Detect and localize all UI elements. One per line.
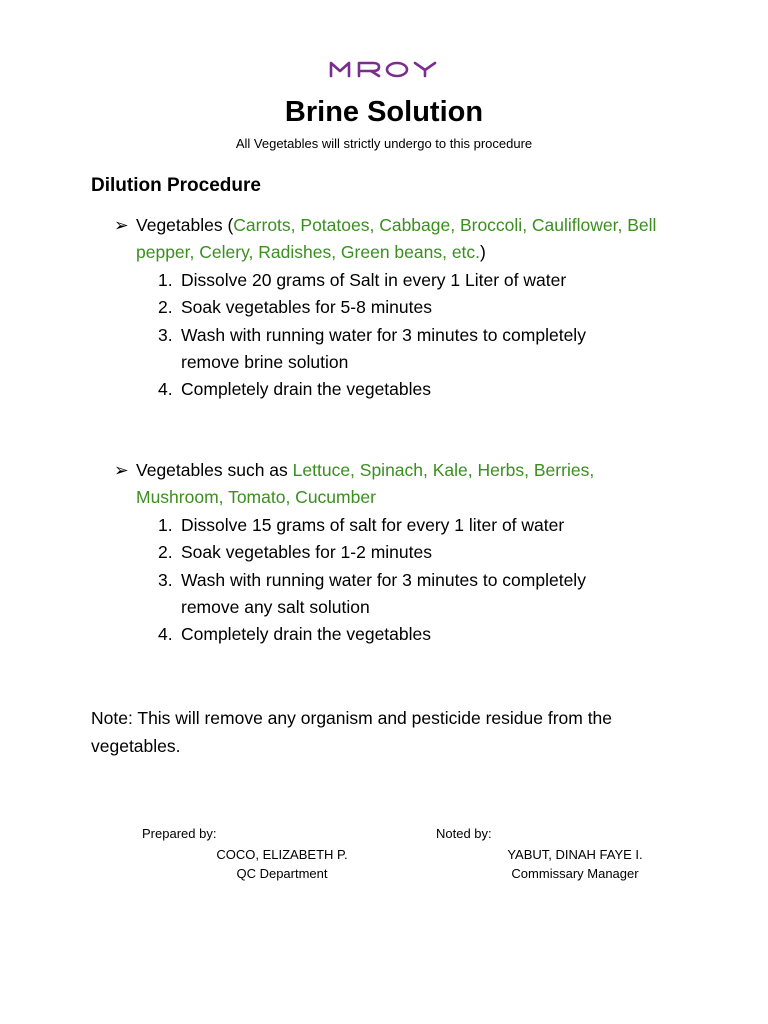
prepared-by-name: COCO, ELIZABETH P. xyxy=(216,847,348,862)
step-text: Soak vegetables for 1-2 minutes xyxy=(181,542,432,563)
prepared-by-role: QC Department xyxy=(236,866,328,881)
mroy-logo-icon xyxy=(329,58,439,80)
step-text: Completely drain the vegetables xyxy=(181,624,432,645)
step-number: 4. xyxy=(158,379,173,400)
bullet-group-2 xyxy=(114,457,684,511)
prepared-by-block xyxy=(162,845,402,883)
bullet-text xyxy=(136,212,684,266)
step-number: 3. xyxy=(158,569,173,590)
prepared-by-label: Prepared by: xyxy=(142,826,217,841)
step-text: Completely drain the vegetables xyxy=(181,379,432,400)
steps-list-1 xyxy=(158,267,628,403)
note-text: Note: This will remove any organism and pesticide residue from the vegetables. xyxy=(91,708,613,756)
step-item xyxy=(158,267,628,294)
page-subtitle: All Vegetables will strictly undergo to this procedure xyxy=(235,136,533,151)
step-item xyxy=(158,294,628,321)
step-number: 2. xyxy=(158,542,173,563)
step-text: Wash with running water for 3 minutes to completely remove brine solution xyxy=(181,324,586,372)
page-title: Brine Solution xyxy=(284,96,484,128)
bullet-lead: Vegetables such as xyxy=(136,460,293,480)
step-number: 4. xyxy=(158,624,173,645)
bullet-text xyxy=(136,457,684,511)
bullet-highlight: Carrots, Potatoes, Cabbage, Broccoli, Cauliflower, Bell pepper, Celery, Radishes, Green beans, etc. xyxy=(136,215,657,262)
noted-by-block xyxy=(455,845,695,883)
noted-by-name: YABUT, DINAH FAYE I. xyxy=(507,847,643,862)
company-logo xyxy=(0,58,768,85)
section-heading: Dilution Procedure xyxy=(91,175,261,196)
step-item xyxy=(158,512,628,539)
bullet-highlight: Lettuce, Spinach, Kale, Herbs, Berries, Mushroom, Tomato, Cucumber xyxy=(136,460,595,507)
step-text: Dissolve 15 grams of salt for every 1 liter of water xyxy=(181,515,565,535)
bullet-tail: ) xyxy=(480,242,486,262)
noted-by-role: Commissary Manager xyxy=(511,866,639,881)
bullet-lead: Vegetables ( xyxy=(136,215,234,235)
arrow-bullet-icon: ➢ xyxy=(114,460,129,480)
arrow-bullet-icon: ➢ xyxy=(114,215,129,235)
step-text: Dissolve 20 grams of Salt in every 1 Liter of water xyxy=(181,270,567,290)
noted-by-label: Noted by: xyxy=(436,826,492,841)
step-item xyxy=(158,539,628,566)
step-number: 3. xyxy=(158,324,173,345)
bullet-group-1 xyxy=(114,212,684,266)
steps-list-2 xyxy=(158,512,628,648)
step-number: 1. xyxy=(158,515,173,535)
step-item xyxy=(158,621,628,648)
step-number: 2. xyxy=(158,297,173,318)
step-item xyxy=(158,322,628,377)
step-number: 1. xyxy=(158,270,173,290)
step-text: Soak vegetables for 5-8 minutes xyxy=(181,297,432,318)
step-text: Wash with running water for 3 minutes to completely remove any salt solution xyxy=(181,569,586,617)
step-item xyxy=(158,567,628,622)
step-item xyxy=(158,376,628,403)
